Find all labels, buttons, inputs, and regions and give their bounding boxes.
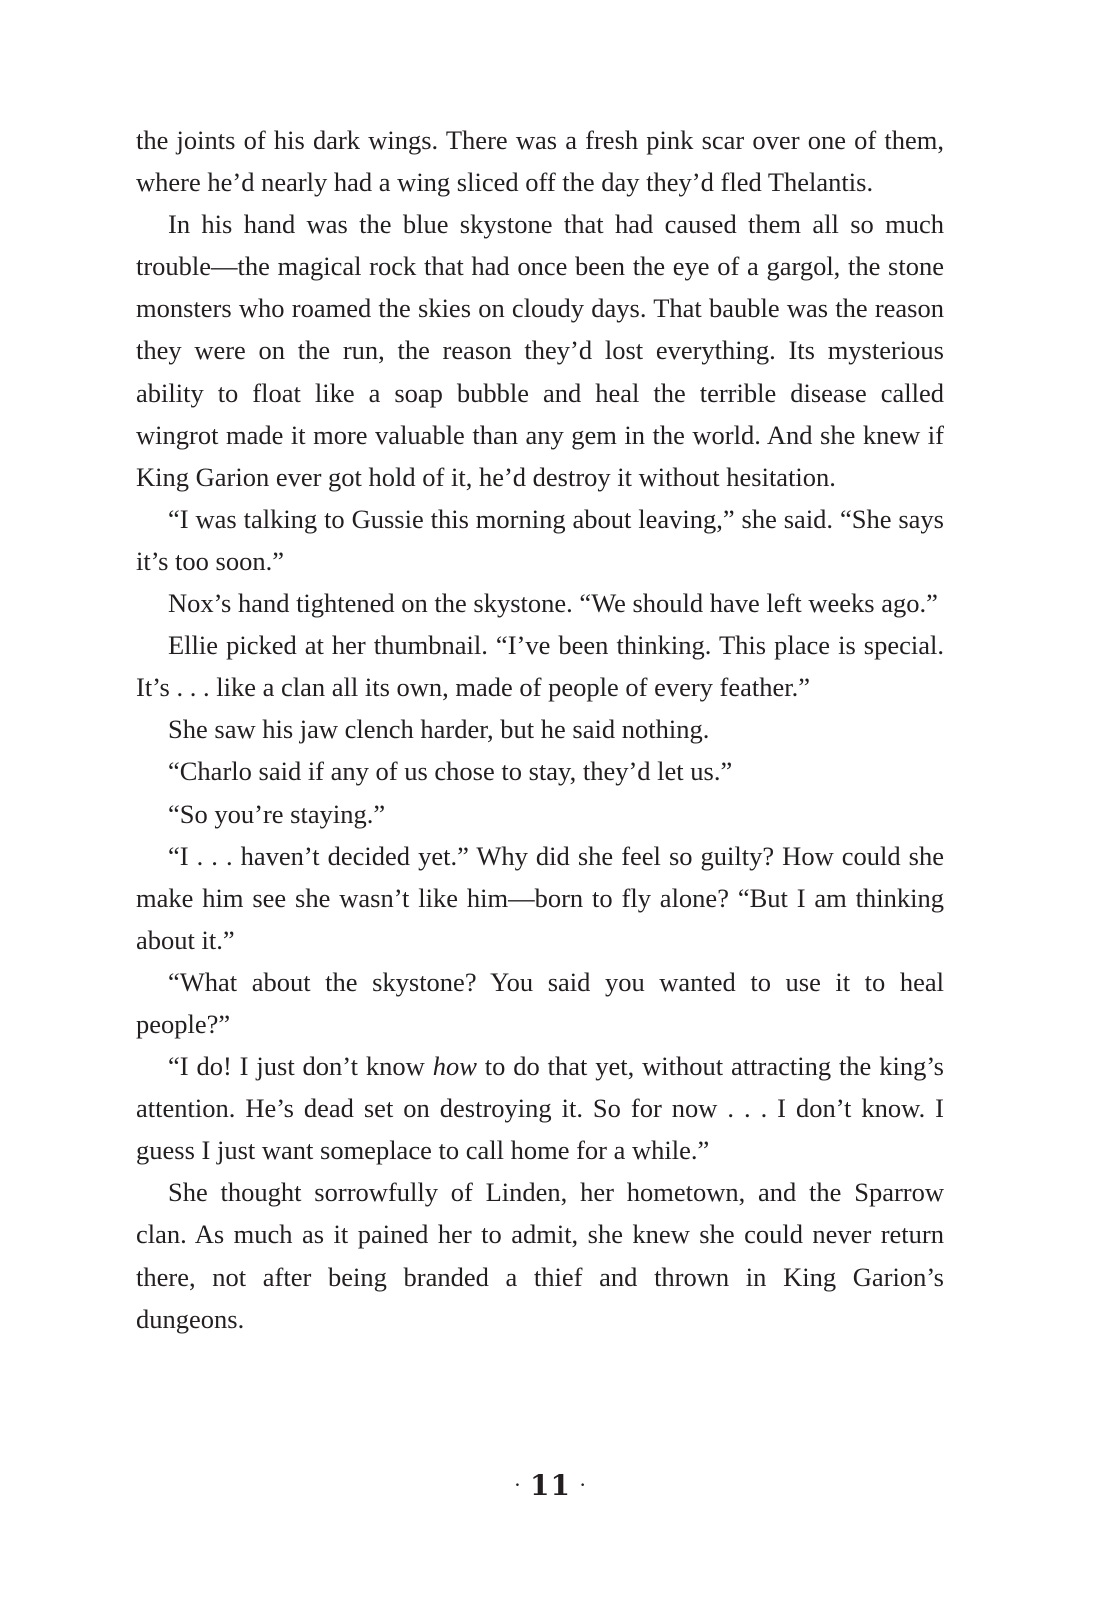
paragraph: “So you’re staying.” [168, 798, 386, 829]
paragraph: “I was talking to Gussie this morning about leaving,” she said. “She says it’s too soon.” [136, 503, 944, 576]
paragraph: She saw his jaw clench harder, but he said nothing. [168, 714, 710, 745]
paragraph: Ellie picked at her thumbnail. “I’ve been thinking. This place is special. It’s . . . like a clan all its own, made of people of every feather.” [136, 630, 944, 703]
paragraph: “I . . . haven’t decided yet.” Why did she feel so guilty? How could she make him see she wasn’t like him—born to fly alone? “But I am thinking about it.” [136, 840, 944, 955]
paragraph: “What about the skystone? You said you wanted to use it to heal people?” [136, 966, 944, 1039]
paragraph: Nox’s hand tightened on the skystone. “We should have left weeks ago.” [168, 588, 938, 619]
page-number [0, 1466, 1101, 1508]
text-run: “I do! I just don’t know [168, 1051, 433, 1082]
paragraph: In his hand was the blue skystone that had caused them all so much trouble—the magical rock that had once been the eye of a gargol, the stone monsters who roamed the skies on cloudy days. That bauble was the reason they were on the run, the reason they’d lost everything. Its mysterious ability to float like a soap bubble and heal the terrible disease called wingrot made it more valuable than any gem in the world. And she knew if King Garion ever got hold of it, he’d destroy it without hesitation. [136, 209, 944, 492]
folio-ornament-left: · [513, 1472, 523, 1497]
text-run: to do that yet, without attracting the king’s attention. He’s dead set on destroying it. So for now . . . I don’t know. I guess I just want someplace to call home for a while.” [136, 1051, 944, 1166]
paragraph: “Charlo said if any of us chose to stay, they’d let us.” [168, 756, 733, 787]
emphasis-text: how [432, 1051, 477, 1082]
paragraph-continued: the joints of his dark wings. There was a fresh pink scar over one of them, where he’d nearly had a wing sliced off the day they’d fled Thelantis. [136, 125, 944, 198]
folio-ornament-right: · [578, 1472, 588, 1497]
page-number-value: 11 [530, 1469, 571, 1502]
paragraph [136, 1045, 944, 1171]
body-text [136, 119, 944, 1340]
paragraph: She thought sorrowfully of Linden, her hometown, and the Sparrow clan. As much as it pained her to admit, she knew she could never return there, not after being branded a thief and thrown in King Garion’s dungeons. [136, 1177, 944, 1334]
